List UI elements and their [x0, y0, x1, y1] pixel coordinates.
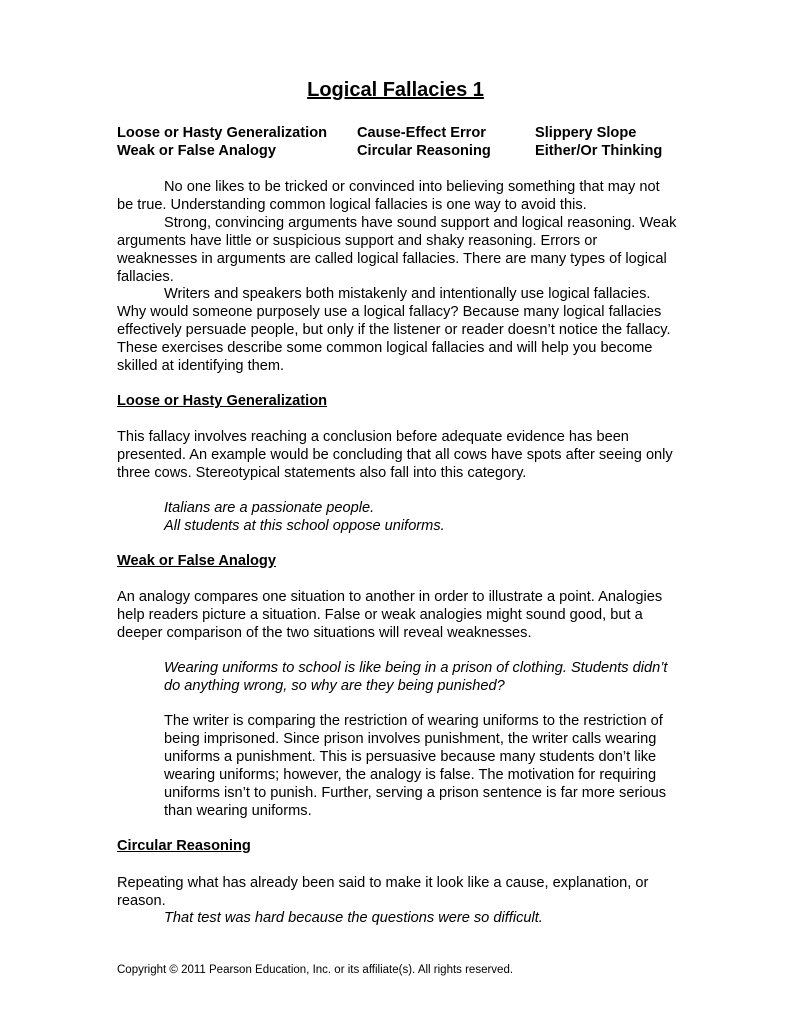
example-block [164, 660, 684, 696]
intro-section [117, 179, 677, 376]
section-heading: Loose or Hasty Generalization [117, 393, 328, 409]
copyright-footer: Copyright © 2011 Pearson Education, Inc. or its affiliate(s). All rights reserved. [117, 964, 514, 976]
term-item: Cause-Effect Error [357, 125, 486, 141]
body-paragraph: Repeating what has already been said to make it look like a cause, explanation, or reason. [117, 875, 649, 909]
section-heading: Circular Reasoning [117, 838, 251, 854]
intro-paragraph: No one likes to be tricked or convinced into believing something that may not be true. Understanding common logical fallacies is one way to avoid this. [117, 179, 660, 213]
intro-paragraph: Writers and speakers both mistakenly and intentionally use logical fallacies. Why would someone purposely use a logical fallacy? Because many logical fallacies effectively persuade people, but only if the listener or reader doesn’t notice the fallacy. These exercises describe some common logical fallacies and will help you become skilled at identifying them. [117, 286, 671, 375]
section-body [117, 429, 677, 483]
term-item: Either/Or Thinking [535, 142, 663, 159]
term-item: Loose or Hasty Generalization [117, 125, 328, 141]
term-item: Slippery Slope [535, 125, 637, 141]
example-line: Wearing uniforms to school is like being in a prison of clothing. Students didn’t do anything wrong, so why are they being punished? [164, 660, 668, 694]
example-line: All students at this school oppose uniforms. [164, 517, 445, 534]
section-body [117, 875, 677, 911]
body-paragraph: This fallacy involves reaching a conclusion before adequate evidence has been presented. An example would be concluding that all cows have spots after seeing only three cows. Stereotypical statements also fall into this category. [117, 429, 673, 481]
explanation-block [164, 713, 684, 820]
term-item: Circular Reasoning [357, 142, 491, 159]
section-body [117, 589, 677, 643]
example-block [164, 500, 684, 536]
body-paragraph: An analogy compares one situation to another in order to illustrate a point. Analogies help readers picture a situation. False or weak analogies might sound good, but a deeper comparison of the two situations will reveal weaknesses. [117, 589, 663, 641]
example-line: That test was hard because the questions were so difficult. [164, 910, 543, 926]
example-line: Italians are a passionate people. [164, 500, 375, 516]
term-item: Weak or False Analogy [117, 142, 276, 159]
page-title: Logical Fallacies 1 [307, 79, 484, 101]
section-heading: Weak or False Analogy [117, 553, 276, 569]
explanation-paragraph: The writer is comparing the restriction of wearing uniforms to the restriction of being imprisoned. Since prison involves punishment, the writer calls wearing uniforms a punishment. This is persuasive because many students don’t like wearing uniforms; however, the analogy is false. The motivation for requiring uniforms isn’t to punish. Further, serving a prison sentence is far more serious than wearing uniforms. [164, 713, 667, 819]
example-block [164, 910, 684, 928]
intro-paragraph: Strong, convincing arguments have sound support and logical reasoning. Weak arguments have little or suspicious support and shaky reasoning. Errors or weaknesses in arguments are called logical fallacies. There are many types of logical fallacies. [117, 214, 677, 285]
